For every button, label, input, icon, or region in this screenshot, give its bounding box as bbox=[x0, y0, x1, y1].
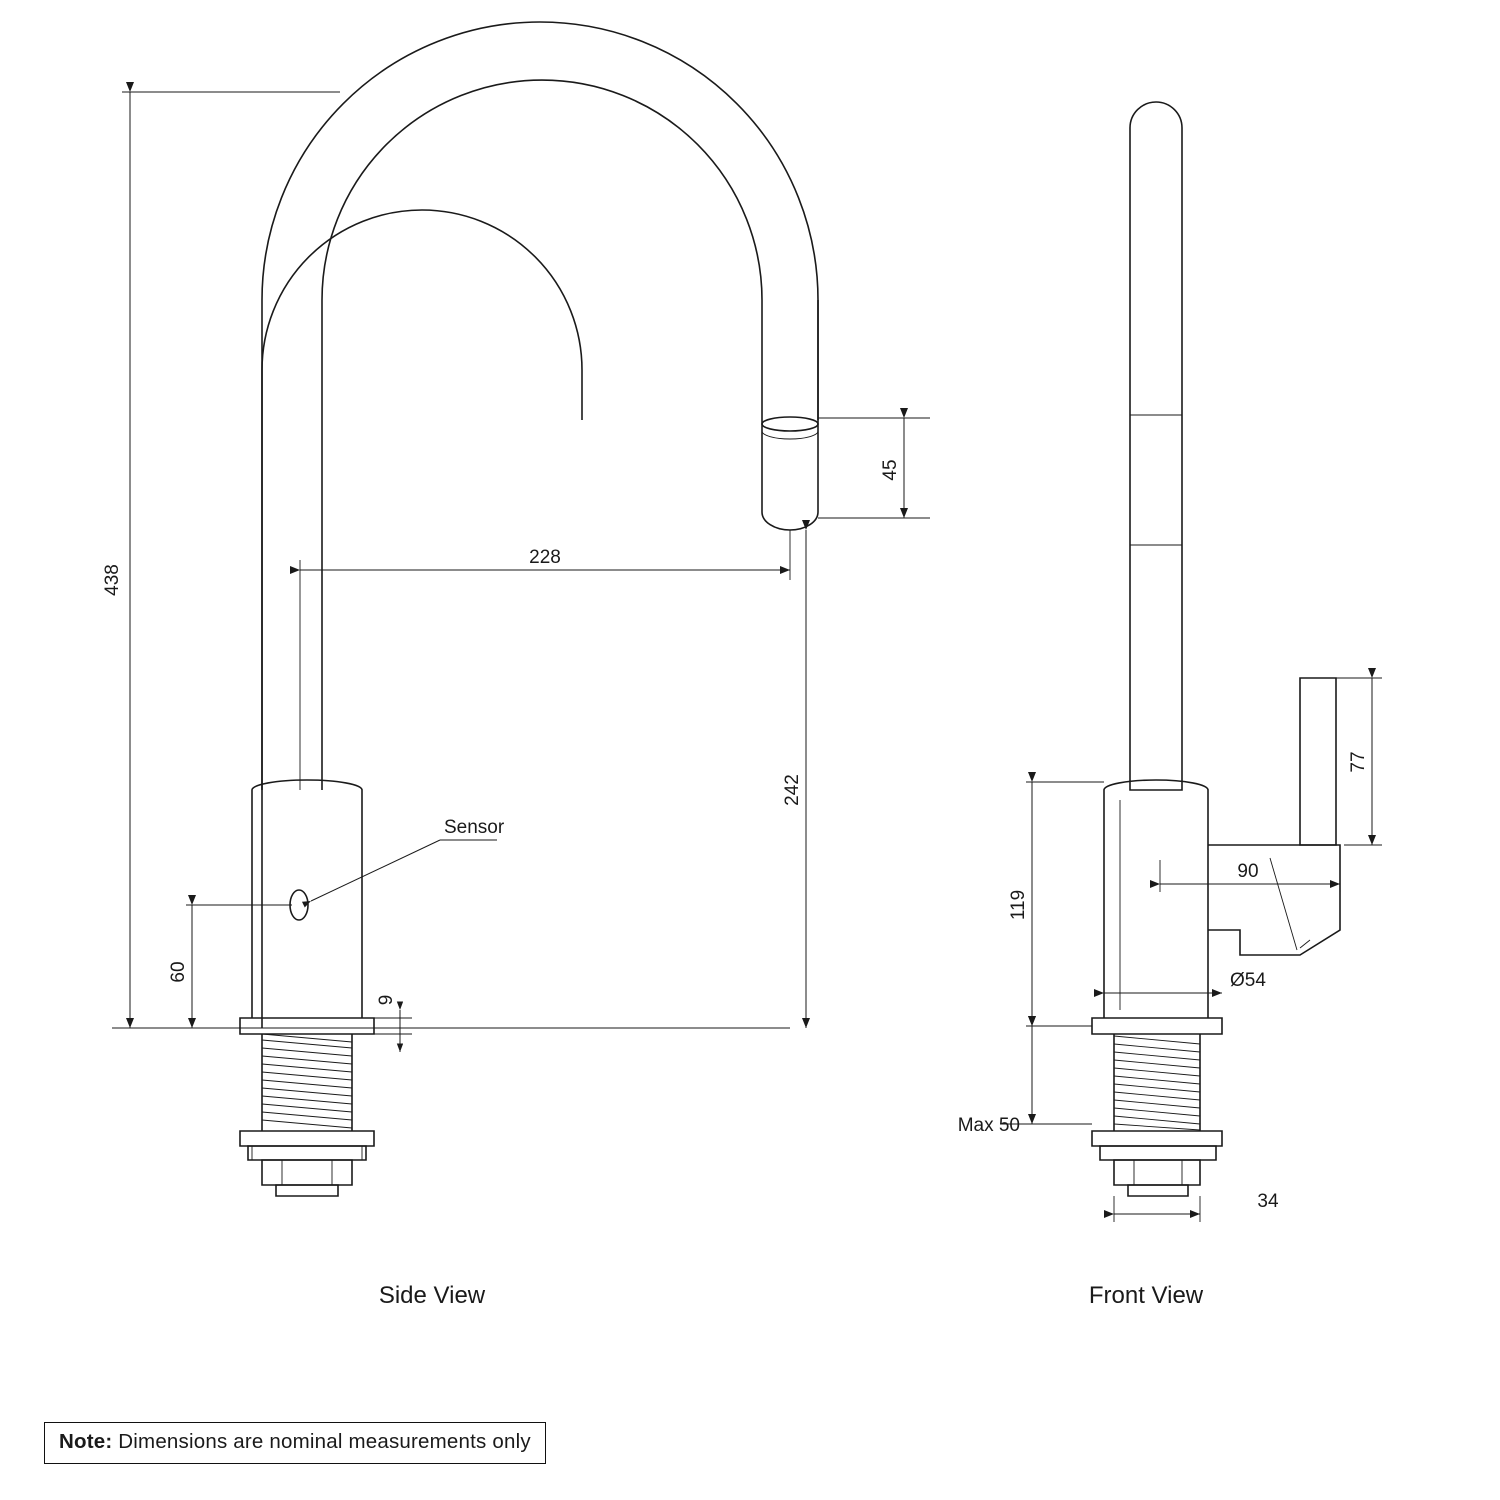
sensor-leader bbox=[311, 840, 440, 901]
dim-45-text: 45 bbox=[880, 459, 901, 481]
side-view-drawing bbox=[102, 22, 930, 1309]
thread-hatching-front bbox=[1114, 1036, 1200, 1130]
side-view-title: Side View bbox=[378, 1282, 486, 1309]
sensor-label: Sensor bbox=[444, 817, 505, 838]
dim-d54-text: Ø54 bbox=[1230, 970, 1266, 991]
note-text: Dimensions are nominal measurements only bbox=[118, 1430, 531, 1453]
front-view-drawing bbox=[958, 102, 1382, 1309]
dim-9-text: 9 bbox=[376, 994, 397, 1006]
note-box bbox=[44, 1422, 546, 1464]
dim-438-text: 438 bbox=[102, 564, 123, 596]
sensor-window bbox=[290, 890, 308, 920]
dim-max50-text: Max 50 bbox=[957, 1115, 1020, 1136]
dim-90-text: 90 bbox=[1237, 861, 1259, 882]
dim-34-text: 34 bbox=[1257, 1191, 1279, 1212]
dim-77-text: 77 bbox=[1348, 751, 1369, 773]
thread-hatching bbox=[262, 1034, 352, 1128]
note-label: Note: bbox=[59, 1430, 113, 1453]
dim-228-text: 228 bbox=[529, 547, 561, 568]
dim-119-text: 119 bbox=[1008, 889, 1029, 921]
front-view-title: Front View bbox=[1088, 1282, 1204, 1309]
dim-242-text: 242 bbox=[782, 774, 803, 806]
dim-60-text: 60 bbox=[168, 961, 189, 983]
